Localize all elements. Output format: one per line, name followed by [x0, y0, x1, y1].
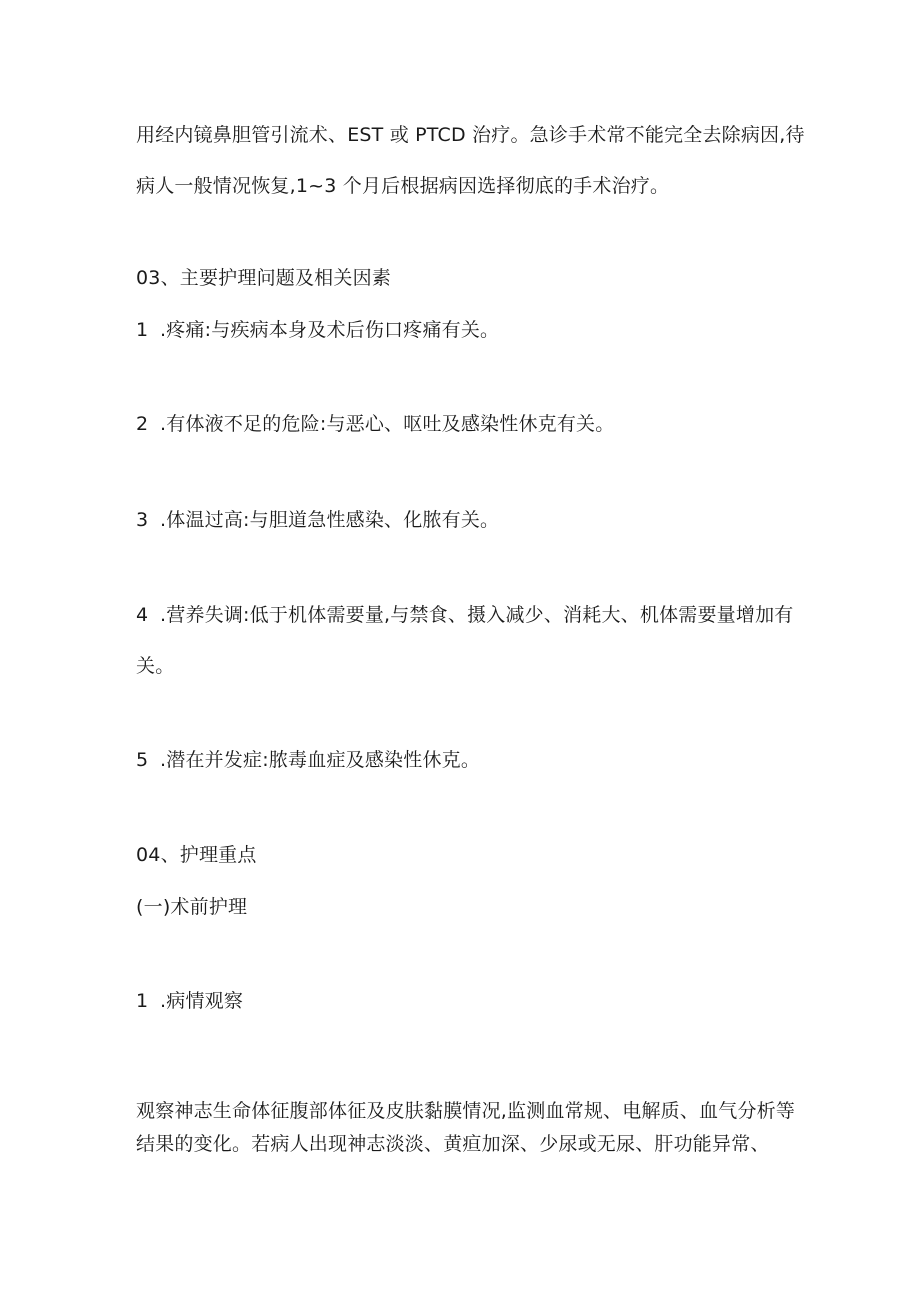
section-heading: 04、护理重点 — [136, 844, 257, 866]
list-item — [136, 412, 614, 436]
list-text: .营养失调:低于机体需要量,与禁食、摄入减少、消耗大、机体需要量增加有 — [160, 604, 794, 626]
list-number: 4 — [136, 604, 149, 626]
paragraph-line: 病人一般情况恢复,1~3 个月后根据病因选择彻底的手术治疗。 — [136, 175, 670, 197]
list-item-continuation: 关。 — [136, 655, 175, 677]
sub-heading: (一)术前护理 — [136, 896, 248, 918]
list-item — [136, 318, 499, 342]
list-number: 5 — [136, 749, 149, 771]
list-item — [136, 603, 793, 627]
paragraph-line: 结果的变化。若病人出现神志淡淡、黄疸加深、少尿或无尿、肝功能异常、 — [136, 1133, 770, 1155]
list-text: .疼痛:与疾病本身及术后伤口疼痛有关。 — [160, 319, 500, 341]
list-number: 1 — [136, 319, 149, 341]
paragraph-line: 用经内镜鼻胆管引流术、EST 或 PTCD 治疗。急诊手术常不能完全去除病因,待 — [136, 124, 805, 146]
list-item — [136, 748, 480, 772]
list-item — [136, 989, 243, 1013]
list-item — [136, 508, 499, 532]
list-number: 1 — [136, 990, 149, 1012]
paragraph-line: 观察神志生命体征腹部体征及皮肤黏膜情况,监测血常规、电解质、血气分析等 — [136, 1100, 796, 1122]
list-text: .潜在并发症:脓毒血症及感染性休克。 — [160, 749, 481, 771]
list-text: .病情观察 — [160, 990, 244, 1012]
list-number: 3 — [136, 509, 149, 531]
list-text: .体温过高:与胆道急性感染、化脓有关。 — [160, 509, 500, 531]
list-text: .有体液不足的危险:与恶心、呕吐及感染性休克有关。 — [160, 413, 615, 435]
section-heading: 03、主要护理问题及相关因素 — [136, 267, 391, 289]
list-number: 2 — [136, 413, 149, 435]
